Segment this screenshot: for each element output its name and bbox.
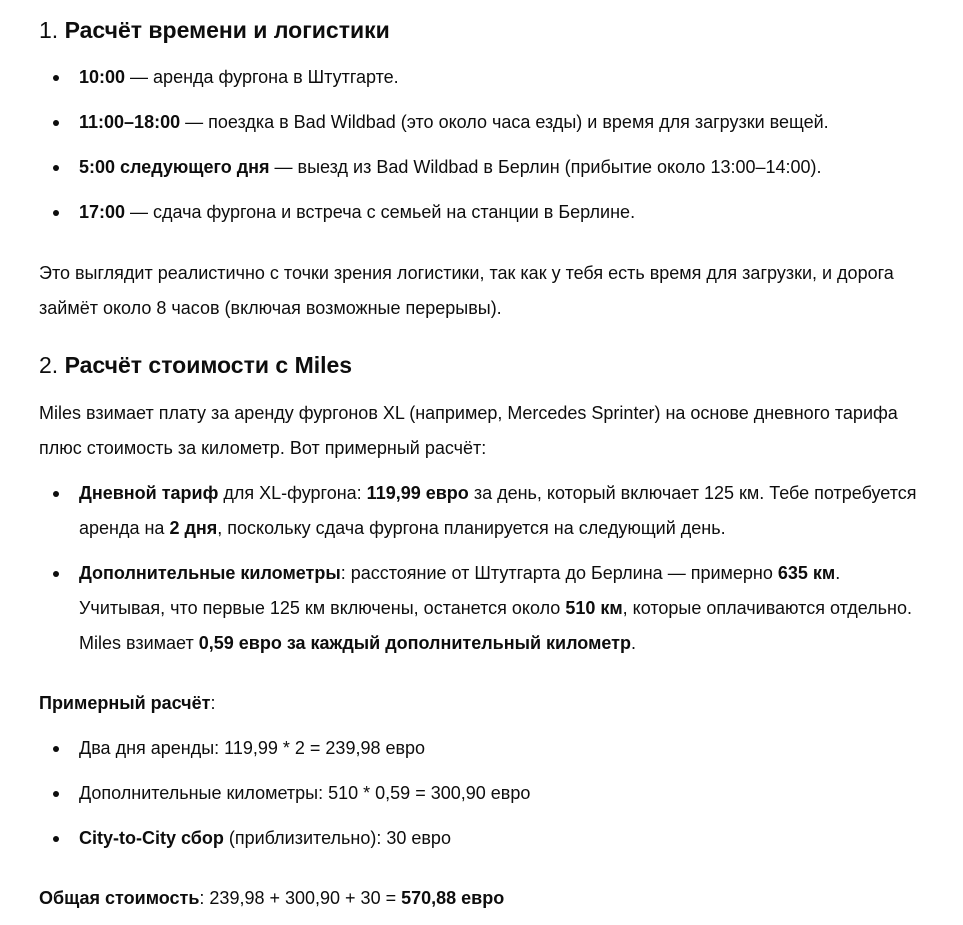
list-item: 11:00–18:00 — поездка в Bad Wildbad (это около часа езды) и время для загрузки вещей. <box>39 105 919 140</box>
section1-heading <box>39 15 390 45</box>
list-item: Дополнительные километры: расстояние от Штутгарта до Берлина — примерно 635 км. Учитывая, что первые 125 км включены, останется около 510 км, которые оплачиваются отдельно. Miles взимает 0,59 евро за каждый дополнительный километр. <box>39 556 919 661</box>
section1-number: 1. <box>39 17 59 43</box>
list-item: 17:00 — сдача фургона и встреча с семьей на станции в Берлине. <box>39 195 919 230</box>
list-item: 5:00 следующего дня — выезд из Bad Wildbad в Берлин (прибытие около 13:00–14:00). <box>39 150 919 185</box>
calc-list <box>39 731 919 856</box>
list-item: City-to-City сбор (приблизительно): 30 евро <box>39 821 919 856</box>
section2-title: Расчёт стоимости с Miles <box>64 352 353 378</box>
section2-intro: Miles взимает плату за аренду фургонов XL (например, Mercedes Sprinter) на основе дневного тарифа плюс стоимость за километр. Вот примерный расчёт: <box>39 403 898 458</box>
list-item: Дневной тариф для XL-фургона: 119,99 евро за день, который включает 125 км. Тебе потребуется аренда на 2 дня, поскольку сдача фургона планируется на следующий день. <box>39 476 919 546</box>
section2-number: 2. <box>39 352 59 378</box>
list-item: 10:00 — аренда фургона в Штутгарте. <box>39 60 919 95</box>
logistics-summary: Это выглядит реалистично с точки зрения логистики, так как у тебя есть время для загрузки, и дорога займёт около 8 часов (включая возможные перерывы). <box>39 263 894 318</box>
section1-title: Расчёт времени и логистики <box>64 17 390 43</box>
tariff-list <box>39 476 919 661</box>
list-item: Дополнительные километры: 510 * 0,59 = 300,90 евро <box>39 776 919 811</box>
schedule-list <box>39 60 919 230</box>
calc-heading: Примерный расчёт: <box>39 693 216 713</box>
list-item: Два дня аренды: 119,99 * 2 = 239,98 евро <box>39 731 919 766</box>
section2-heading <box>39 350 352 380</box>
total-cost: Общая стоимость: 239,98 + 300,90 + 30 = 570,88 евро <box>39 888 505 908</box>
